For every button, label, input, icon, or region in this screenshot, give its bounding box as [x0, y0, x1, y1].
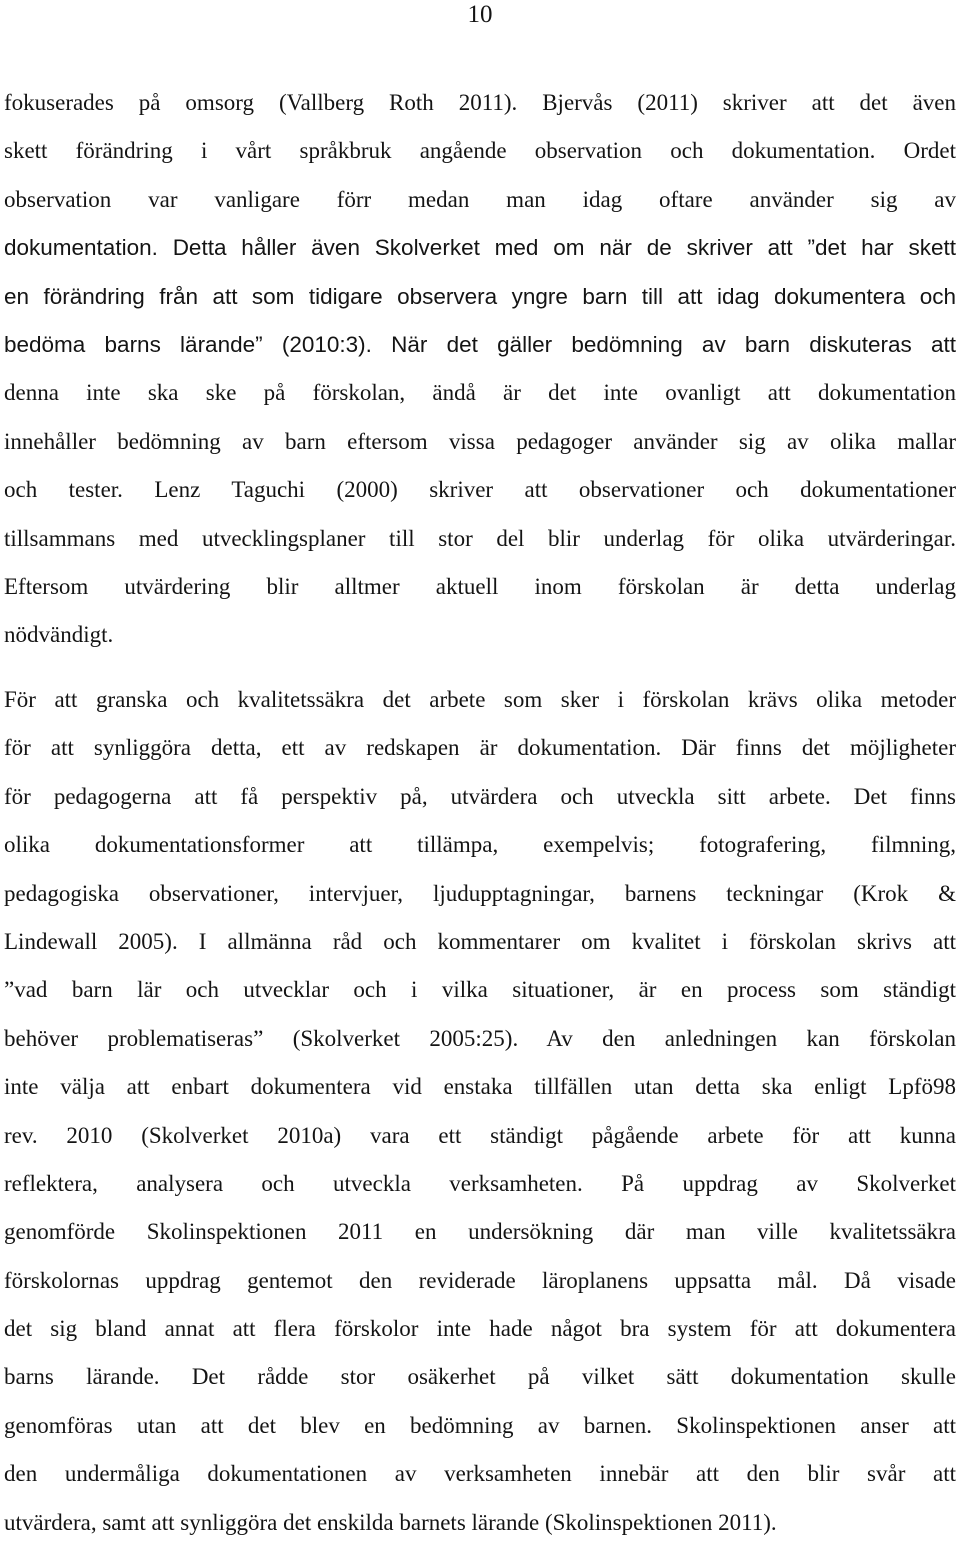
text-line: den undermåliga dokumentationen av verksamheten innebär att den blir svår att	[4, 1461, 956, 1487]
text-line: dokumentation. Detta håller även Skolverket med om när de skriver att ”det har skett	[4, 235, 956, 261]
text-line: och tester. Lenz Taguchi (2000) skriver att observationer och dokumentationer	[4, 477, 956, 503]
paragraph-1	[4, 79, 956, 660]
text-line: För att granska och kvalitetssäkra det arbete som sker i förskolan krävs olika metoder	[4, 687, 956, 712]
text-line: Eftersom utvärdering blir alltmer aktuell inom förskolan är detta underlag	[4, 573, 956, 599]
text-line: denna inte ska ske på förskolan, ändå är det inte ovanligt att dokumentation	[4, 380, 956, 406]
text-line: rev. 2010 (Skolverket 2010a) vara ett ständigt pågående arbete för att kunna	[4, 1122, 956, 1148]
text-line: inte välja att enbart dokumentera vid enstaka tillfällen utan detta ska enligt Lpfö98	[4, 1074, 956, 1100]
page-number: 10	[467, 1, 493, 28]
text-line: observation var vanligare förr medan man idag oftare använder sig av	[4, 186, 956, 212]
text-line: fokuserades på omsorg (Vallberg Roth 2011). Bjervås (2011) skriver att det även	[4, 90, 956, 115]
text-line: nödvändigt.	[4, 622, 114, 648]
text-line: ”vad barn lär och utvecklar och i vilka situationer, är en process som ständigt	[4, 977, 956, 1003]
text-line: skett förändring i vårt språkbruk angående observation och dokumentation. Ordet	[4, 138, 956, 164]
text-line: olika dokumentationsformer att tillämpa, exempelvis; fotografering, filmning,	[4, 832, 956, 858]
text-line: utvärdera, samt att synliggöra det enskilda barnets lärande (Skolinspektionen 2011).	[4, 1509, 777, 1535]
text-line: det sig bland annat att flera förskolor inte hade något bra system för att dokumentera	[4, 1316, 956, 1342]
text-line: innehåller bedömning av barn eftersom vissa pedagoger använder sig av olika mallar	[4, 428, 956, 454]
paragraph-2	[4, 676, 956, 1547]
text-line: behöver problematiseras” (Skolverket 2005:25). Av den anledningen kan förskolan	[4, 1025, 956, 1051]
text-line: tillsammans med utvecklingsplaner till stor del blir underlag för olika utvärderingar.	[4, 525, 956, 551]
text-line: genomföras utan att det blev en bedömning av barnen. Skolinspektionen anser att	[4, 1412, 956, 1438]
text-line: bedöma barns lärande” (2010:3). När det gäller bedömning av barn diskuteras att	[4, 331, 956, 357]
text-line: för pedagogerna att få perspektiv på, utvärdera och utveckla sitt arbete. Det finns	[4, 783, 956, 809]
text-line: för att synliggöra detta, ett av redskapen är dokumentation. Där finns det möjligheter	[4, 735, 956, 761]
text-line: pedagogiska observationer, intervjuer, ljudupptagningar, barnens teckningar (Krok &	[4, 880, 956, 906]
text-line: en förändring från att som tidigare observera yngre barn till att idag dokumentera och	[4, 283, 956, 309]
text-line: förskolornas uppdrag gentemot den reviderade läroplanens uppsatta mål. Då visade	[4, 1267, 956, 1293]
text-line: genomförde Skolinspektionen 2011 en undersökning där man ville kvalitetssäkra	[4, 1219, 956, 1245]
text-line: Lindewall 2005). I allmänna råd och kommentarer om kvalitet i förskolan skrivs att	[4, 928, 956, 954]
text-line: reflektera, analysera och utveckla verksamheten. På uppdrag av Skolverket	[4, 1170, 956, 1196]
text-line: barns lärande. Det rådde stor osäkerhet på vilket sätt dokumentation skulle	[4, 1364, 956, 1390]
